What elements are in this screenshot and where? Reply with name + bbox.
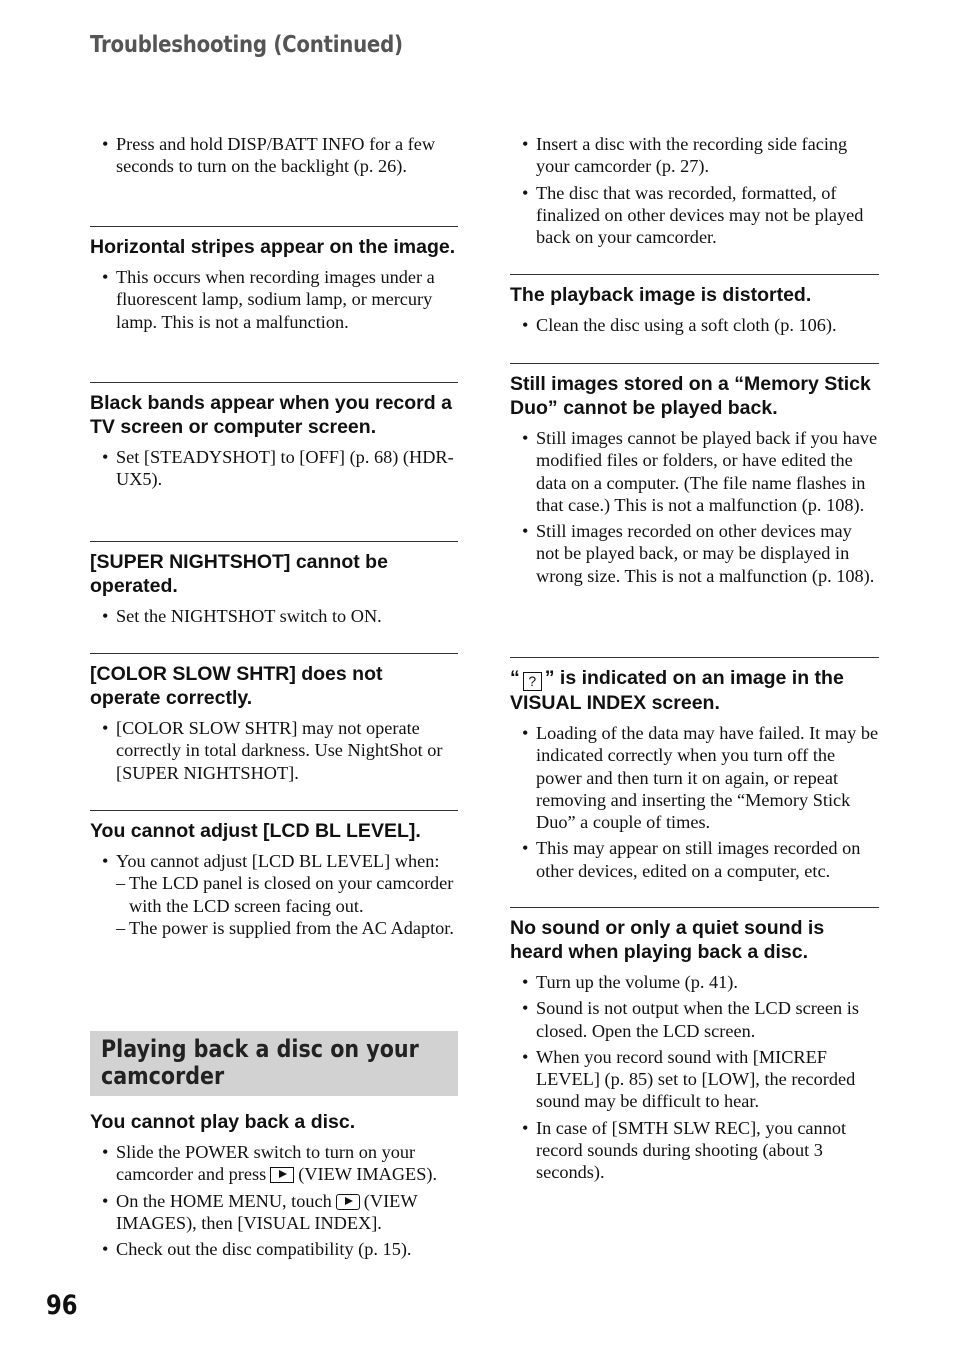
bullet-item: • Clean the disc using a soft cloth (p. 106). xyxy=(510,314,879,336)
section-divider xyxy=(90,810,458,811)
bullet-item: • Still images recorded on other devices may not be played back, or may be displayed in wrong size. This is not a malfunction (p. 108). xyxy=(510,520,879,587)
topic-heading: No sound or only a quiet sound is heard when playing back a disc. xyxy=(510,917,825,963)
sub-list xyxy=(116,872,458,939)
view-images-button-icon xyxy=(336,1194,360,1210)
bullet-list xyxy=(90,605,458,627)
bullet-text: (VIEW IMAGES), then [VISUAL INDEX]. xyxy=(116,1190,418,1233)
running-head: Troubleshooting (Continued) xyxy=(90,32,403,58)
bullet-item: • The disc that was recorded, formatted, of finalized on other devices may not be played back on your camcorder. xyxy=(510,182,879,249)
bullet-item: • Still images cannot be played back if you have modified files or folders, or have edited the data on a computer. (The file name flashes in that case.) This is not a malfunction (p. 108). xyxy=(510,427,879,516)
bullet-list xyxy=(510,971,879,1184)
bullet-text: Slide the POWER switch to turn on your camcorder and press xyxy=(116,1142,416,1185)
bullet-item: • In case of [SMTH SLW REC], you cannot record sounds during shooting (about 3 seconds). xyxy=(510,1117,879,1184)
bullet-list xyxy=(510,314,879,336)
topic-heading: [SUPER NIGHTSHOT] cannot be operated. xyxy=(90,551,388,597)
section-divider xyxy=(90,541,458,542)
bullet-list xyxy=(510,722,879,882)
distorted-section xyxy=(510,274,879,336)
bullet-item xyxy=(90,850,458,939)
section-divider xyxy=(510,657,879,658)
section-divider xyxy=(90,226,458,227)
bullet-list xyxy=(90,850,458,939)
visual-index-section xyxy=(510,657,879,882)
intro-bullets xyxy=(510,133,879,248)
topic-heading: [COLOR SLOW SHTR] does not operate correctly. xyxy=(90,663,383,709)
bullet-item xyxy=(90,1190,458,1235)
page-number: 96 xyxy=(46,1290,78,1321)
section-title: Playing back a disc on your camcorder xyxy=(101,1035,419,1090)
topic-heading: You cannot adjust [LCD BL LEVEL]. xyxy=(90,820,421,842)
question-mark-icon: ? xyxy=(523,672,542,691)
lcd-bl-section xyxy=(90,810,458,939)
bullet-item: • Insert a disc with the recording side facing your camcorder (p. 27). xyxy=(510,133,879,178)
topic-heading: Black bands appear when you record a TV screen or computer screen. xyxy=(90,392,452,438)
bullet-item: • Turn up the volume (p. 41). xyxy=(510,971,879,993)
section-divider xyxy=(90,382,458,383)
topic-heading xyxy=(510,666,879,715)
topic-heading: Horizontal stripes appear on the image. xyxy=(90,236,456,258)
black-bands-section xyxy=(90,382,458,491)
sub-item: – The power is supplied from the AC Adaptor. xyxy=(116,917,458,939)
no-sound-section xyxy=(510,907,879,1184)
memory-stick-section xyxy=(510,363,879,587)
bullet-text: (VIEW IMAGES). xyxy=(298,1164,438,1185)
section-divider xyxy=(510,907,879,908)
bullet-item: • Check out the disc compatibility (p. 15). xyxy=(90,1238,458,1260)
topic-heading: The playback image is distorted. xyxy=(510,284,812,306)
bullet-text: On the HOME MENU, touch xyxy=(116,1190,332,1211)
bullet-text: You cannot adjust [LCD BL LEVEL] when: xyxy=(116,851,440,871)
section-banner xyxy=(90,1031,458,1096)
bullet-item: • Set the NIGHTSHOT switch to ON. xyxy=(90,605,458,627)
topic-heading: Still images stored on a “Memory Stick Duo” cannot be played back. xyxy=(510,373,871,419)
section-divider xyxy=(510,363,879,364)
intro-bullets xyxy=(90,133,458,178)
bullet-item: • Loading of the data may have failed. It may be indicated correctly when you turn off the power and then turn it on again, or repeat removing and inserting the “Memory Stick Duo” a couple of times. xyxy=(510,722,879,833)
bullet-item xyxy=(90,1141,458,1186)
bullet-item: • Press and hold DISP/BATT INFO for a few seconds to turn on the backlight (p. 26). xyxy=(90,133,458,178)
bullet-item: • Set [STEADYSHOT] to [OFF] (p. 68) (HDR-UX5). xyxy=(90,446,458,491)
topic-heading: You cannot play back a disc. xyxy=(90,1111,356,1133)
bullet-list xyxy=(90,266,458,333)
bullet-list xyxy=(90,446,458,491)
heading-text: ” is indicated on an image in the VISUAL INDEX screen. xyxy=(510,667,844,714)
bullet-item: • When you record sound with [MICREF LEVEL] (p. 85) set to [LOW], the recorded sound may be difficult to hear. xyxy=(510,1046,879,1113)
bullet-item: • [COLOR SLOW SHTR] may not operate correctly in total darkness. Use NightShot or [SUPER NIGHTSHOT]. xyxy=(90,717,458,784)
color-slow-section xyxy=(90,653,458,784)
section-divider xyxy=(90,653,458,654)
bullet-list xyxy=(90,717,458,784)
view-images-icon xyxy=(270,1167,294,1183)
sub-item: – The LCD panel is closed on your camcorder with the LCD screen facing out. xyxy=(116,872,458,917)
stripes-section xyxy=(90,226,458,333)
cannot-play-section xyxy=(90,1104,458,1260)
bullet-list xyxy=(510,427,879,587)
section-divider xyxy=(510,274,879,275)
bullet-item: • This occurs when recording images under a fluorescent lamp, sodium lamp, or mercury lamp. This is not a malfunction. xyxy=(90,266,458,333)
bullet-list xyxy=(90,1141,458,1260)
super-nightshot-section xyxy=(90,541,458,627)
bullet-item: • Sound is not output when the LCD screen is closed. Open the LCD screen. xyxy=(510,997,879,1042)
bullet-item: • This may appear on still images recorded on other devices, edited on a computer, etc. xyxy=(510,837,879,882)
heading-quote: “ xyxy=(510,667,520,689)
